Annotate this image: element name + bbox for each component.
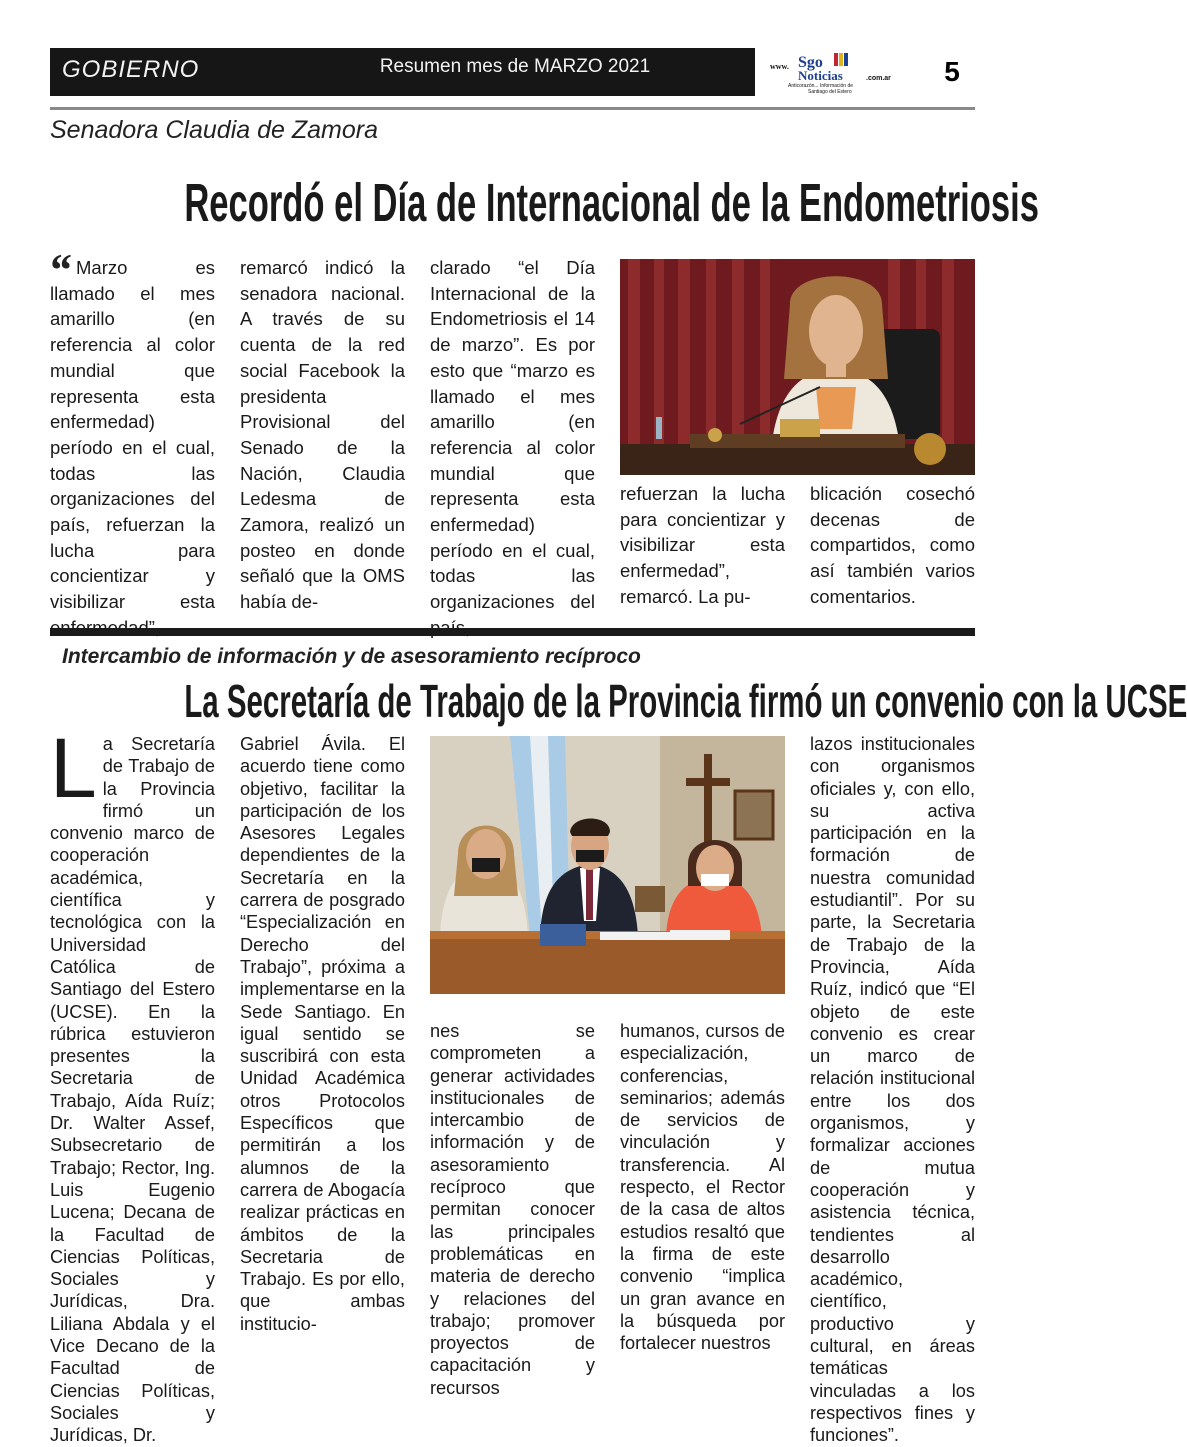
article1-column-5 (810, 481, 975, 610)
logo-www: www. (770, 62, 789, 71)
senator-photo (620, 259, 975, 475)
article1-column-1 (48, 244, 215, 641)
section-label: GOBIERNO (62, 56, 200, 83)
article2-column-4-text: humanos, cursos de especialización, conferencias, seminarios; además de servicios de vinculación y transferencia. Al respecto, el Rector de la casa de altos estudios resaltó que la firma de este convenio “implica un gran avance en la búsqueda por fortalecer nuestros (620, 1021, 785, 1354)
article1-column-3-text: clarado “el Día Internacional de la Endometriosis el 14 de marzo”. Es por esto que “marzo es llamado el mes amarillo (en referencia al color mundial que representa esta enfermedad) período en el cual, todas las organizaciones del (430, 257, 595, 613)
logo-tagline-1: Anticorazón... Información de (788, 83, 854, 89)
drop-cap: L (50, 721, 97, 815)
issue-title: Resumen mes de MARZO 2021 (379, 56, 651, 77)
article2-column-3-text: nes se comprometen a generar actividades institucionales de intercambio de información y de asesoramiento recíproco que permitan conocer las principales problemáticas en materia de derecho y relaciones del trabajo; promover proyectos de capacitación y recursos (430, 1021, 595, 1398)
header-rule (50, 107, 975, 110)
article1-kicker: Senadora Claudia de Zamora (50, 116, 378, 144)
quote-mark: “ (48, 244, 71, 295)
article2-column-4 (620, 1020, 785, 1354)
page-number: 5 (944, 56, 960, 87)
article1-column-2 (240, 255, 405, 615)
logo-tagline-2: Santiago del Estero (808, 89, 852, 95)
logo-noticias: Noticias (798, 68, 843, 83)
logo-flag-red (834, 53, 838, 66)
article2-headline: La Secretaría de Trabajo de la Provincia firmó un convenio con la UCSE (184, 675, 1187, 727)
article1-column-2-text: remarcó indicó la senadora nacional. A través de su cuenta de la red social Facebook la presidenta Provisional del Senado de la Nación, Claudia Ledesma de Zamora, realizó un posteo en donde señaló que la OMS había de- (240, 257, 405, 613)
article2-column-5-text: lazos institucionales con organismos oficiales y, con ello, su activa participación en la formación de nuestra comunidad estudiantil”. Por su parte, la Secretaria de Trabajo de la Provincia, Aída Ruíz, indicó que “El objeto de este convenio es crear un marco de relación institucional entre los dos organismos, y formalizar acciones de mutua cooperación y asistencia técnica, tendientes al desarrollo académico, científico, productivo y cultural, en áreas temáticas vinculadas a los respectivos fines y funciones”. (810, 734, 975, 1446)
article2-column-1 (50, 721, 215, 1447)
article2-kicker: Intercambio de información y de asesoramiento recíproco (62, 645, 641, 668)
article2-column-5 (810, 733, 975, 1447)
article2-column-1-text: a Secretaría de Trabajo de la Provincia firmó un convenio marco de cooperación académica, científica y tecnológica con la Universidad Católica de Santiago del Estero (UCSE). En la rúbrica estuvieron presentes la Secretaria de Trabajo, Aída Ruíz; Dr. Walter Assef, Subsecretario de Trabajo; Rector, Ing. Luis Eugenio Lucena; Decana de la Facultad de Ciencias Políticas, Sociales y Jurídicas, Dra. Liliana Abdala y el Vice Decano de la Facultad de Ciencias Políticas, Sociales y Jurídicas, Dr. (50, 734, 215, 1446)
section-divider (50, 628, 975, 636)
logo-sgo: Sgo (798, 54, 823, 71)
logo-flag-blue (844, 53, 848, 66)
article2-column-2-text: Gabriel Ávila. El acuerdo tiene como objetivo, facilitar la participación de los Asesores Legales dependientes de la Secretaría en la carrera de posgrado “Especialización en Derecho del Trabajo”, próxima a implementarse en la Sede Santiago. En igual sentido se suscribirá con esta Unidad Académica otros Protocolos Específicos que permitirán a los alumnos de la carrera de Abogacía realizar prácticas en ámbitos de la Secretaria de Trabajo. Es por ello, que ambas institucio- (240, 734, 405, 1334)
article1-column-5-text: blicación cosechó decenas de compartidos, como así también varios comentarios. (810, 483, 975, 607)
logo-domain: .com.ar (866, 75, 891, 82)
site-logo (768, 50, 918, 94)
signing-photo (430, 736, 785, 994)
article1-column-1-text: Marzo es llamado el mes amarillo (en referencia al color mundial que representa esta enfermedad) período en el cual, todas las organizaciones del país, refuerzan la lucha para concientizar y visibilizar esta (50, 257, 215, 613)
logo-flag-yellow (839, 53, 843, 66)
article1-column-3 (430, 255, 595, 641)
article1-column-4-text: refuerzan la lucha para concientizar y visibilizar esta enfermedad”, remarcó. La pu- (620, 483, 785, 607)
article2-column-2 (240, 733, 405, 1335)
article1-headline: Recordó el Día de Internacional de la Endometriosis (184, 173, 1039, 233)
article1-column-4 (620, 481, 785, 610)
article2-column-3 (430, 1020, 595, 1399)
